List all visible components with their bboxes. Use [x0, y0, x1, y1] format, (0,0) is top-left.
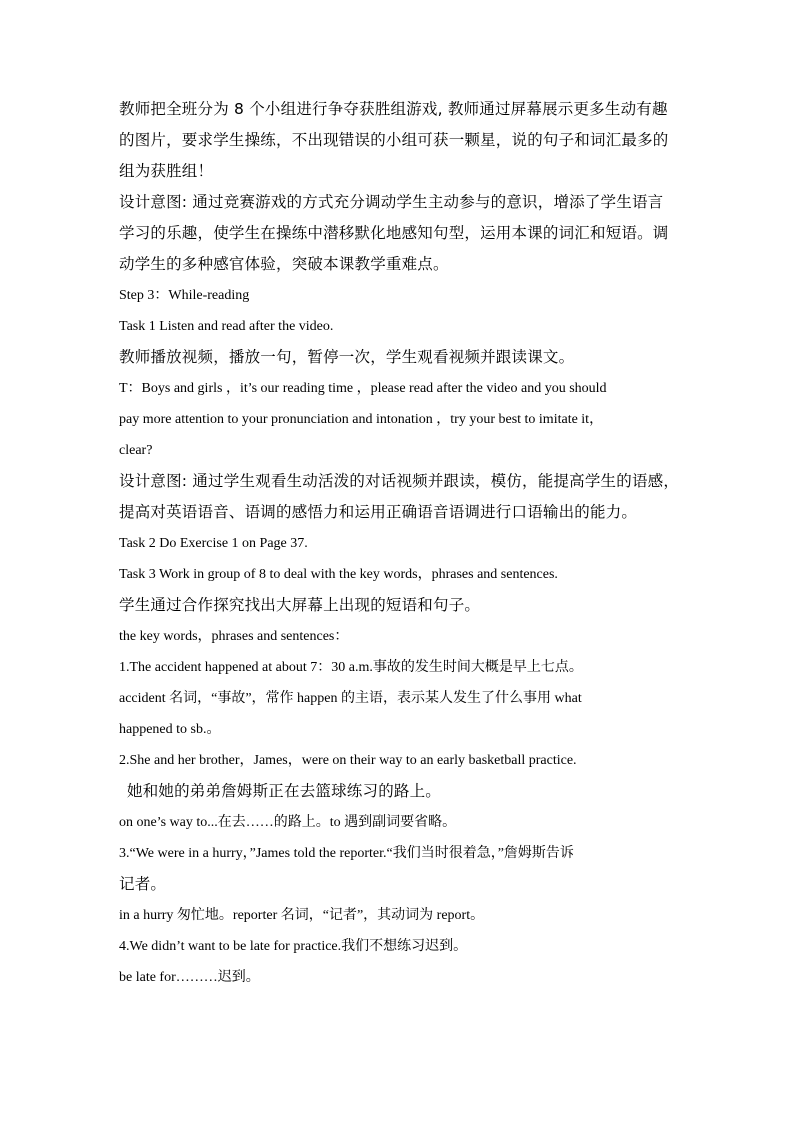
text-line: 设计意图: 通过竞赛游戏的方式充分调动学生主动参与的意识，增添了学生语言 — [119, 193, 664, 211]
text-line: pay more attention to your pronunciation and intonation ，try your best to imitate it， — [119, 412, 604, 427]
sentence-2-translation: 她和她的弟弟詹姆斯正在去篮球练习的路上。 — [127, 782, 442, 800]
text-line: 动学生的多种感官体验，突破本课教学重难点。 — [119, 255, 449, 273]
section-heading-step3: Step 3：While-reading — [119, 288, 250, 303]
task-heading-3: Task 3 Work in group of 8 to deal with the key words，phrases and sentences. — [119, 567, 558, 582]
sentence-2: 2.She and her brother，James，were on their way to an early basketball practice. — [119, 753, 577, 768]
text-line: 设计意图: 通过学生观看生动活泼的对话视频并跟读，模仿，能提高学生的语感， — [119, 472, 680, 490]
text-line: T：Boys and girls ，it’s our reading time ，please read after the video and you should — [119, 381, 607, 396]
task-heading-2: Task 2 Do Exercise 1 on Page 37. — [119, 536, 308, 551]
text-line: 教师播放视频，播放一句，暂停一次，学生观看视频并跟读课文。 — [119, 348, 575, 366]
text-line: 教师把全班分为 8 个小组进行争夺获胜组游戏, 教师通过屏幕展示更多生动有趣 — [119, 100, 668, 118]
sentence-1: 1.The accident happened at about 7：30 a.m.事故的发生时间大概是早上七点。 — [119, 660, 583, 675]
task-heading-1: Task 1 Listen and read after the video. — [119, 319, 334, 334]
text-line: the key words，phrases and sentences： — [119, 629, 349, 644]
sentence-3: 3.“We were in a hurry，”James told the reporter.“我们当时很着急，”詹姆斯告诉 — [119, 846, 574, 861]
sentence-3-cont: 记者。 — [119, 875, 167, 893]
sentence-1-note: accident 名词，“事故”，常作 happen 的主语，表示某人发生了什么事用 what — [119, 691, 582, 706]
sentence-4: 4.We didn’t want to be late for practice.我们不想练习迟到。 — [119, 939, 468, 954]
sentence-3-note: in a hurry 匆忙地。reporter 名词，“记者”，其动词为 report。 — [119, 908, 485, 923]
text-line: clear? — [119, 443, 153, 458]
text-line: 的图片，要求学生操练，不出现错误的小组可获一颗星，说的句子和词汇最多的 — [119, 131, 669, 149]
sentence-4-note: be late for………迟到。 — [119, 970, 260, 985]
text-line: 提高对英语语音、语调的感悟力和运用正确语音语调进行口语输出的能力。 — [119, 503, 638, 521]
sentence-2-note: on one’s way to...在去……的路上。to 遇到副词要省略。 — [119, 815, 457, 830]
text-line: 组为获胜组！ — [119, 162, 214, 180]
text-line: 学生通过合作探究找出大屏幕上出现的短语和句子。 — [119, 596, 481, 614]
sentence-1-note: happened to sb.。 — [119, 722, 221, 737]
text-line: 学习的乐趣，使学生在操练中潜移默化地感知句型，运用本课的词汇和短语。调 — [119, 224, 669, 242]
